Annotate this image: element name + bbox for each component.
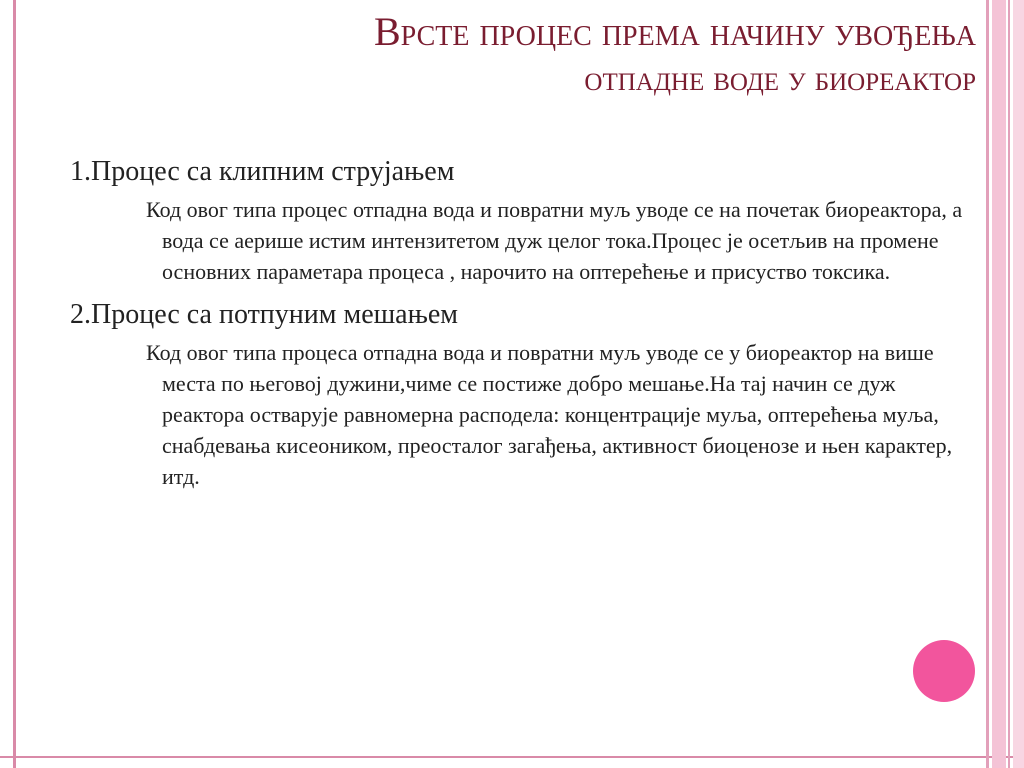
item-heading-1: 1.Процес са клипним струјањем [70,156,455,187]
title-line-1: Врсте процес према начину увођења [373,9,976,54]
slide-content [70,150,970,496]
right-stripe [986,0,989,768]
right-stripe [1008,0,1010,768]
item-body-2: Код овог типа процеса отпадна вода и повратни муљ уводе се у биореактор на више места по његовој дужини,чиме се постиже добро мешање.На тај начин се дуж реактора остварује равномерна расподела: концентрације муља, оптерећења муља, снабдевања кисеоником, преосталог загађења, активност биоценозе и њен карактер, итд. [146,340,953,489]
right-stripe [1013,0,1024,768]
frame-bottom-line [0,756,1024,758]
decorative-dot [913,640,975,702]
slide-title [76,6,976,104]
item-heading-2: 2.Процес са потпуним мешањем [70,299,459,330]
title-line-2: отпадне воде у биореактор [584,58,976,98]
item-body-1: Код овог типа процес отпадна вода и повратни муљ уводе се на почетак биореактора, а вода се аерише истим интензитетом дуж целог тока.Процес је осетљив на промене основних параметара процеса , нарочито на оптерећење и присуство токсика. [146,197,963,284]
right-stripe [992,0,1006,768]
frame-left-line [13,0,16,768]
